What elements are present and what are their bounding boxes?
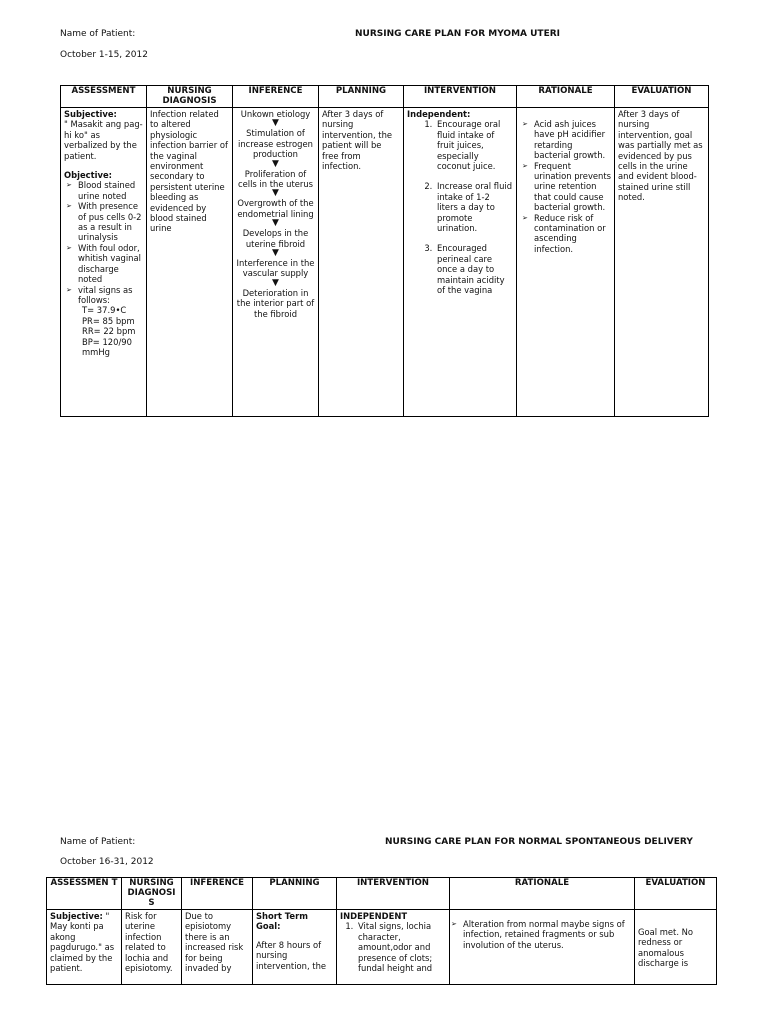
inference-step: Proliferation of cells in the uterus — [238, 168, 313, 190]
care-plan-title: NURSING CARE PLAN FOR MYOMA UTERI — [355, 29, 560, 39]
care-plan-date: October 1-15, 2012 — [60, 50, 148, 60]
intervention-list — [340, 921, 446, 973]
objective-label: Objective: — [64, 170, 112, 181]
short-term-goal-label: Short Term Goal: — [256, 911, 308, 932]
vital-resp: RR= 22 bpm — [82, 326, 136, 337]
objective-item: ➢ With presence of pus cells 0-2 as a result in urinalysis — [78, 201, 143, 243]
patient-name-label: Name of Patient: — [60, 29, 136, 39]
header-assessment: ASSESSMEN T — [47, 878, 122, 910]
planning-cell — [253, 910, 337, 985]
planning-cell: After 3 days of nursing intervention, the patient will be free from infection. — [319, 108, 404, 417]
header-rationale: RATIONALE — [450, 878, 635, 910]
care-plan-table-myoma — [60, 85, 709, 417]
rationale-list — [453, 919, 631, 950]
intervention-item: 3. Encouraged perineal care once a day to maintain acidity of the vagina — [435, 243, 513, 295]
header-planning: PLANNING — [253, 878, 337, 910]
inference-step: Interference in the vascular supply — [236, 258, 315, 279]
inference-cell: Due to episiotomy there is an increased risk for being invaded by — [182, 910, 253, 985]
header-intervention: INTERVENTION — [337, 878, 450, 910]
intervention-label: Independent: — [407, 109, 471, 119]
evaluation-cell — [635, 910, 717, 985]
planning-text: After 8 hours of nursing intervention, the — [256, 939, 327, 971]
down-arrow-icon: ▼ — [272, 118, 279, 129]
intervention-list — [407, 119, 513, 295]
inference-step: Unkown etiology — [240, 109, 311, 119]
header-evaluation: EVALUATION — [635, 878, 717, 910]
objective-item: ➢ With foul odor, whitish vaginal discharge noted — [78, 243, 143, 285]
rationale-item: ➢ Reduce risk of contamination or ascending infection. — [534, 213, 611, 255]
down-arrow-icon: ▼ — [272, 158, 279, 169]
subjective-text: " May konti pa akong pagdurugo." as claimed by the patient. — [50, 911, 115, 974]
header-planning: PLANNING — [319, 86, 404, 108]
down-arrow-icon: ▼ — [272, 277, 279, 288]
inference-flow — [233, 108, 319, 417]
rationale-item: ➢ Frequent urination prevents urine retention that could cause bacterial growth. — [534, 161, 611, 213]
header-nursing-diagnosis: NURSING DIAGNOSI S — [122, 878, 182, 910]
inference-step: Stimulation of increase estrogen production — [238, 128, 313, 160]
rationale-cell — [517, 108, 615, 417]
header-inference: INFERENCE — [182, 878, 253, 910]
subjective-label: Subjective: — [64, 109, 117, 119]
header-evaluation: EVALUATION — [615, 86, 709, 108]
objective-item: ➢ vital signs as follows: — [78, 285, 143, 306]
care-plan-date: October 16-31, 2012 — [60, 857, 154, 867]
inference-step: Overgrowth of the endometrial lining — [237, 198, 314, 219]
rationale-item: ➢ Acid ash juices have pH acidifier retarding bacterial growth. — [534, 119, 611, 161]
header-intervention: INTERVENTION — [404, 86, 517, 108]
care-plan-title: NURSING CARE PLAN FOR NORMAL SPONTANEOUS DELIVERY — [385, 837, 693, 847]
intervention-item: 1. Encourage oral fluid intake of fruit juices, especially coconut juice. — [435, 119, 513, 171]
header-inference: INFERENCE — [233, 86, 319, 108]
rationale-list — [520, 119, 611, 254]
objective-item: ➢ Blood stained urine noted — [78, 180, 143, 201]
down-arrow-icon: ▼ — [272, 248, 279, 259]
intervention-label: INDEPENDENT — [340, 911, 408, 921]
inference-step: Develops in the uterine fibroid — [242, 228, 309, 249]
evaluation-cell: After 3 days of nursing intervention, goal was partially met as evidenced by pus cells in the urine and evident blood-stained urine still noted. — [615, 108, 709, 417]
vital-bp: BP= 120/90 mmHg — [82, 336, 132, 357]
intervention-cell — [337, 910, 450, 985]
assessment-cell — [61, 108, 147, 417]
objective-list — [64, 180, 143, 305]
rationale-cell — [450, 910, 635, 985]
assessment-cell — [47, 910, 122, 985]
intervention-item: 1. Vital signs, lochia character, amount,odor and presence of clots; fundal height and — [356, 921, 446, 973]
diagnosis-cell: Risk for uterine infection related to lochia and episiotomy. — [122, 910, 182, 985]
subjective-label: Subjective: — [50, 911, 103, 921]
patient-name-label: Name of Patient: — [60, 837, 136, 847]
vital-pulse: PR= 85 bpm — [82, 315, 135, 326]
vital-signs — [64, 305, 143, 357]
down-arrow-icon: ▼ — [272, 218, 279, 229]
header-nursing-diagnosis: NURSING DIAGNOSIS — [147, 86, 233, 108]
diagnosis-cell: Infection related to altered physiologic infection barrier of the vaginal environment secondary to persistent uterine bleeding as evidenced by blood stained urine — [147, 108, 233, 417]
evaluation-text: Goal met. No redness or anomalous discharge is — [638, 927, 694, 969]
vital-temp: T= 37.9•C — [82, 305, 127, 316]
care-plan-table-delivery — [46, 877, 717, 985]
intervention-cell — [404, 108, 517, 417]
intervention-item: 2. Increase oral fluid intake of 1-2 liters a day to promote urination. — [435, 181, 513, 233]
header-rationale: RATIONALE — [517, 86, 615, 108]
rationale-item: ➢ Alteration from normal maybe signs of infection, retained fragments or sub involution of the uterus. — [463, 919, 631, 950]
inference-step: Deterioration in the interior part of the fibroid — [236, 287, 315, 319]
subjective-text: " Masakit ang pag-hi ko" as verbalized by the patient. — [64, 119, 143, 161]
down-arrow-icon: ▼ — [272, 188, 279, 199]
header-assessment: ASSESSMENT — [61, 86, 147, 108]
